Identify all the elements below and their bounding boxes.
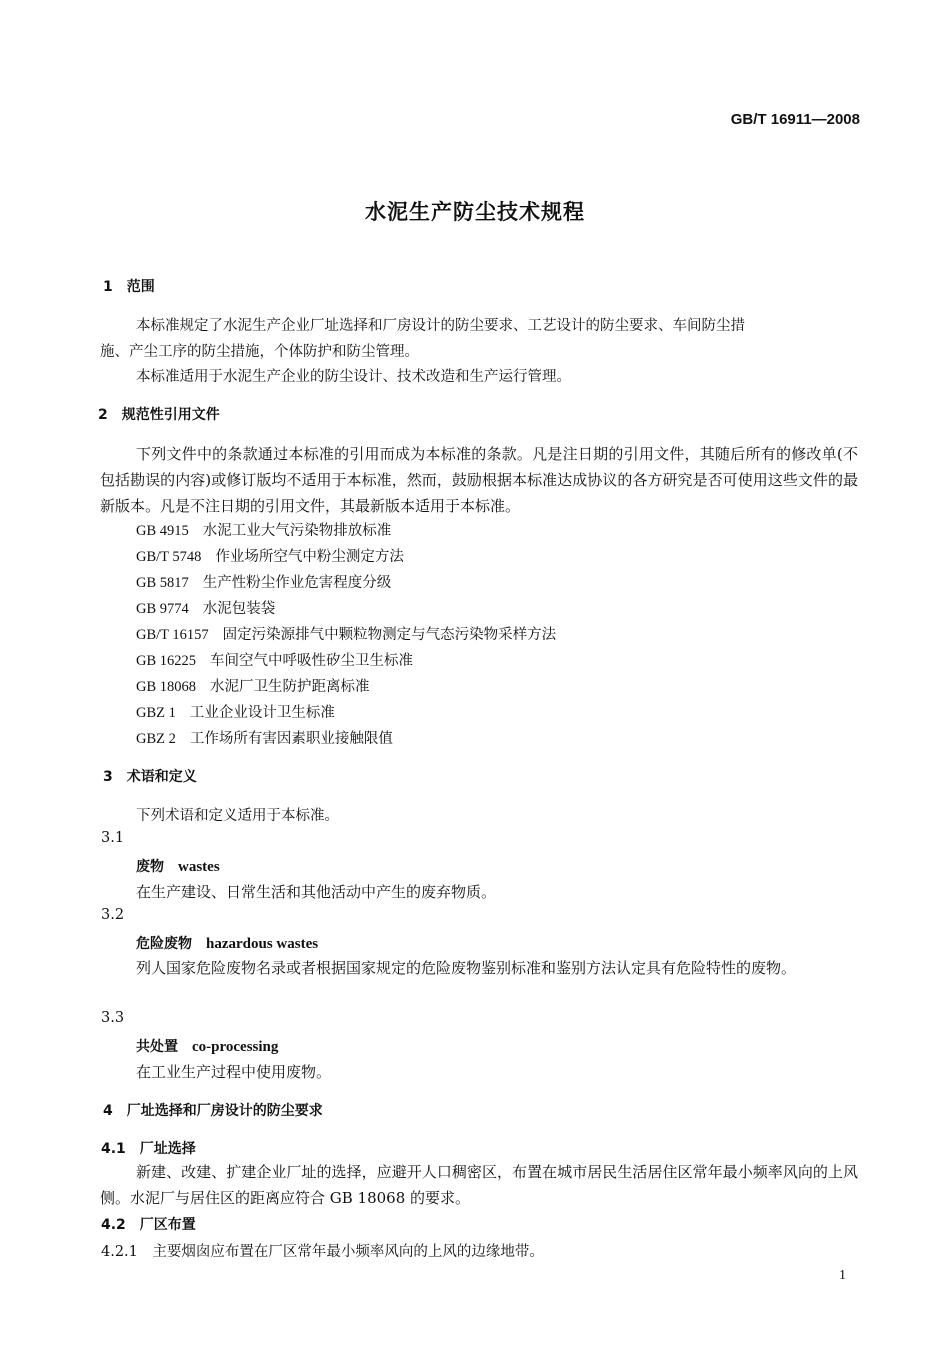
page-number: 1 bbox=[839, 1268, 846, 1283]
reference-item bbox=[136, 727, 393, 748]
reference-code: GB 16225 bbox=[136, 653, 197, 669]
standard-number: GB/T 16911—2008 bbox=[730, 111, 860, 128]
reference-code: GBZ 2 bbox=[136, 731, 176, 747]
section-3-heading: 3 术语和定义 bbox=[103, 769, 197, 785]
term-heading bbox=[136, 856, 220, 876]
reference-title: 生产性粉尘作业危害程度分级 bbox=[202, 575, 392, 591]
section-2-intro: 下列文件中的条款通过本标准的引用而成为本标准的条款。凡是注日期的引用文件，其随后所有的修改单(不包括勘误的内容)或修订版均不适用于本标准，然而，鼓励根据本标准达成协议的各方研究是否可使用这些文件的最新版本。凡是不注日期的引用文件，其最新版本适用于本标准。 bbox=[100, 445, 858, 515]
term-definition: 在生产建设、日常生活和其他活动中产生的废弃物质。 bbox=[136, 883, 497, 901]
reference-title: 水泥包装袋 bbox=[202, 601, 276, 617]
section-1-para-1a: 本标准规定了水泥生产企业厂址选择和厂房设计的防尘要求、工艺设计的防尘要求、车间防尘措 bbox=[136, 318, 745, 334]
reference-title: 固定污染源排气中颗粒物测定与气态污染物采样方法 bbox=[222, 627, 557, 643]
term-number: 3.1 bbox=[101, 830, 125, 846]
section-4-2-1-text: 4.2.1 主要烟囱应布置在厂区常年最小频率风向的上风的边缘地带。 bbox=[101, 1244, 544, 1260]
reference-code: GBZ 1 bbox=[136, 705, 176, 721]
term-zh: 共处置 bbox=[136, 1039, 178, 1055]
section-4-heading: 4 厂址选择和厂房设计的防尘要求 bbox=[103, 1103, 323, 1119]
term-zh: 危险废物 bbox=[136, 936, 192, 952]
term-en: wastes bbox=[178, 859, 220, 875]
section-4-2-heading: 4.2 厂区布置 bbox=[101, 1217, 196, 1233]
section-1-heading: 1 范围 bbox=[103, 279, 155, 295]
reference-code: GB/T 5748 bbox=[136, 549, 202, 565]
reference-code: GB 18068 bbox=[136, 679, 197, 695]
section-2-heading: 2 规范性引用文件 bbox=[98, 407, 220, 423]
section-4-1-heading: 4.1 厂址选择 bbox=[101, 1141, 196, 1157]
reference-title: 工作场所有害因素职业接触限值 bbox=[189, 731, 393, 747]
reference-item bbox=[136, 597, 275, 618]
reference-item bbox=[136, 623, 556, 644]
section-3-intro: 下列术语和定义适用于本标准。 bbox=[136, 808, 339, 824]
reference-item bbox=[136, 571, 391, 592]
reference-code: GB 9774 bbox=[136, 601, 189, 617]
reference-item bbox=[136, 519, 391, 540]
reference-item bbox=[136, 701, 335, 722]
reference-title: 作业场所空气中粉尘测定方法 bbox=[215, 549, 404, 565]
term-zh: 废物 bbox=[136, 859, 164, 875]
reference-title: 车间空气中呼吸性矽尘卫生标准 bbox=[210, 653, 414, 669]
reference-code: GB 5817 bbox=[136, 575, 189, 591]
term-definition: 在工业生产过程中使用废物。 bbox=[136, 1063, 332, 1081]
reference-title: 水泥工业大气污染物排放标准 bbox=[202, 523, 392, 539]
term-en: co-processing bbox=[192, 1039, 279, 1055]
reference-item bbox=[136, 545, 404, 566]
reference-code: GB/T 16157 bbox=[136, 627, 209, 643]
term-heading bbox=[136, 1036, 278, 1056]
term-number: 3.2 bbox=[101, 907, 125, 923]
term-number: 3.3 bbox=[101, 1010, 125, 1026]
section-4-1-text: 新建、改建、扩建企业厂址的选择，应避开人口稠密区，布置在城市居民生活居住区常年最小频率风向的上风侧。水泥厂与居住区的距离应符合 GB 18068 的要求。 bbox=[100, 1163, 858, 1207]
section-1-para-2: 本标准适用于水泥生产企业的防尘设计、技术改造和生产运行管理。 bbox=[136, 369, 571, 385]
reference-item bbox=[136, 675, 370, 696]
reference-title: 水泥厂卫生防护距离标准 bbox=[210, 679, 370, 695]
term-en: hazardous wastes bbox=[206, 936, 319, 952]
section-1-para-1b: 施、产尘工序的防尘措施，个体防护和防尘管理。 bbox=[100, 344, 419, 360]
reference-code: GB 4915 bbox=[136, 523, 189, 539]
reference-item bbox=[136, 649, 413, 670]
term-definition: 列人国家危险废物名录或者根据国家规定的危险废物鉴别标准和鉴别方法认定具有危险特性的废物。 bbox=[136, 959, 797, 977]
document-title: 水泥生产防尘技术规程 bbox=[365, 200, 585, 224]
reference-title: 工业企业设计卫生标准 bbox=[189, 705, 335, 721]
term-heading bbox=[136, 933, 318, 953]
